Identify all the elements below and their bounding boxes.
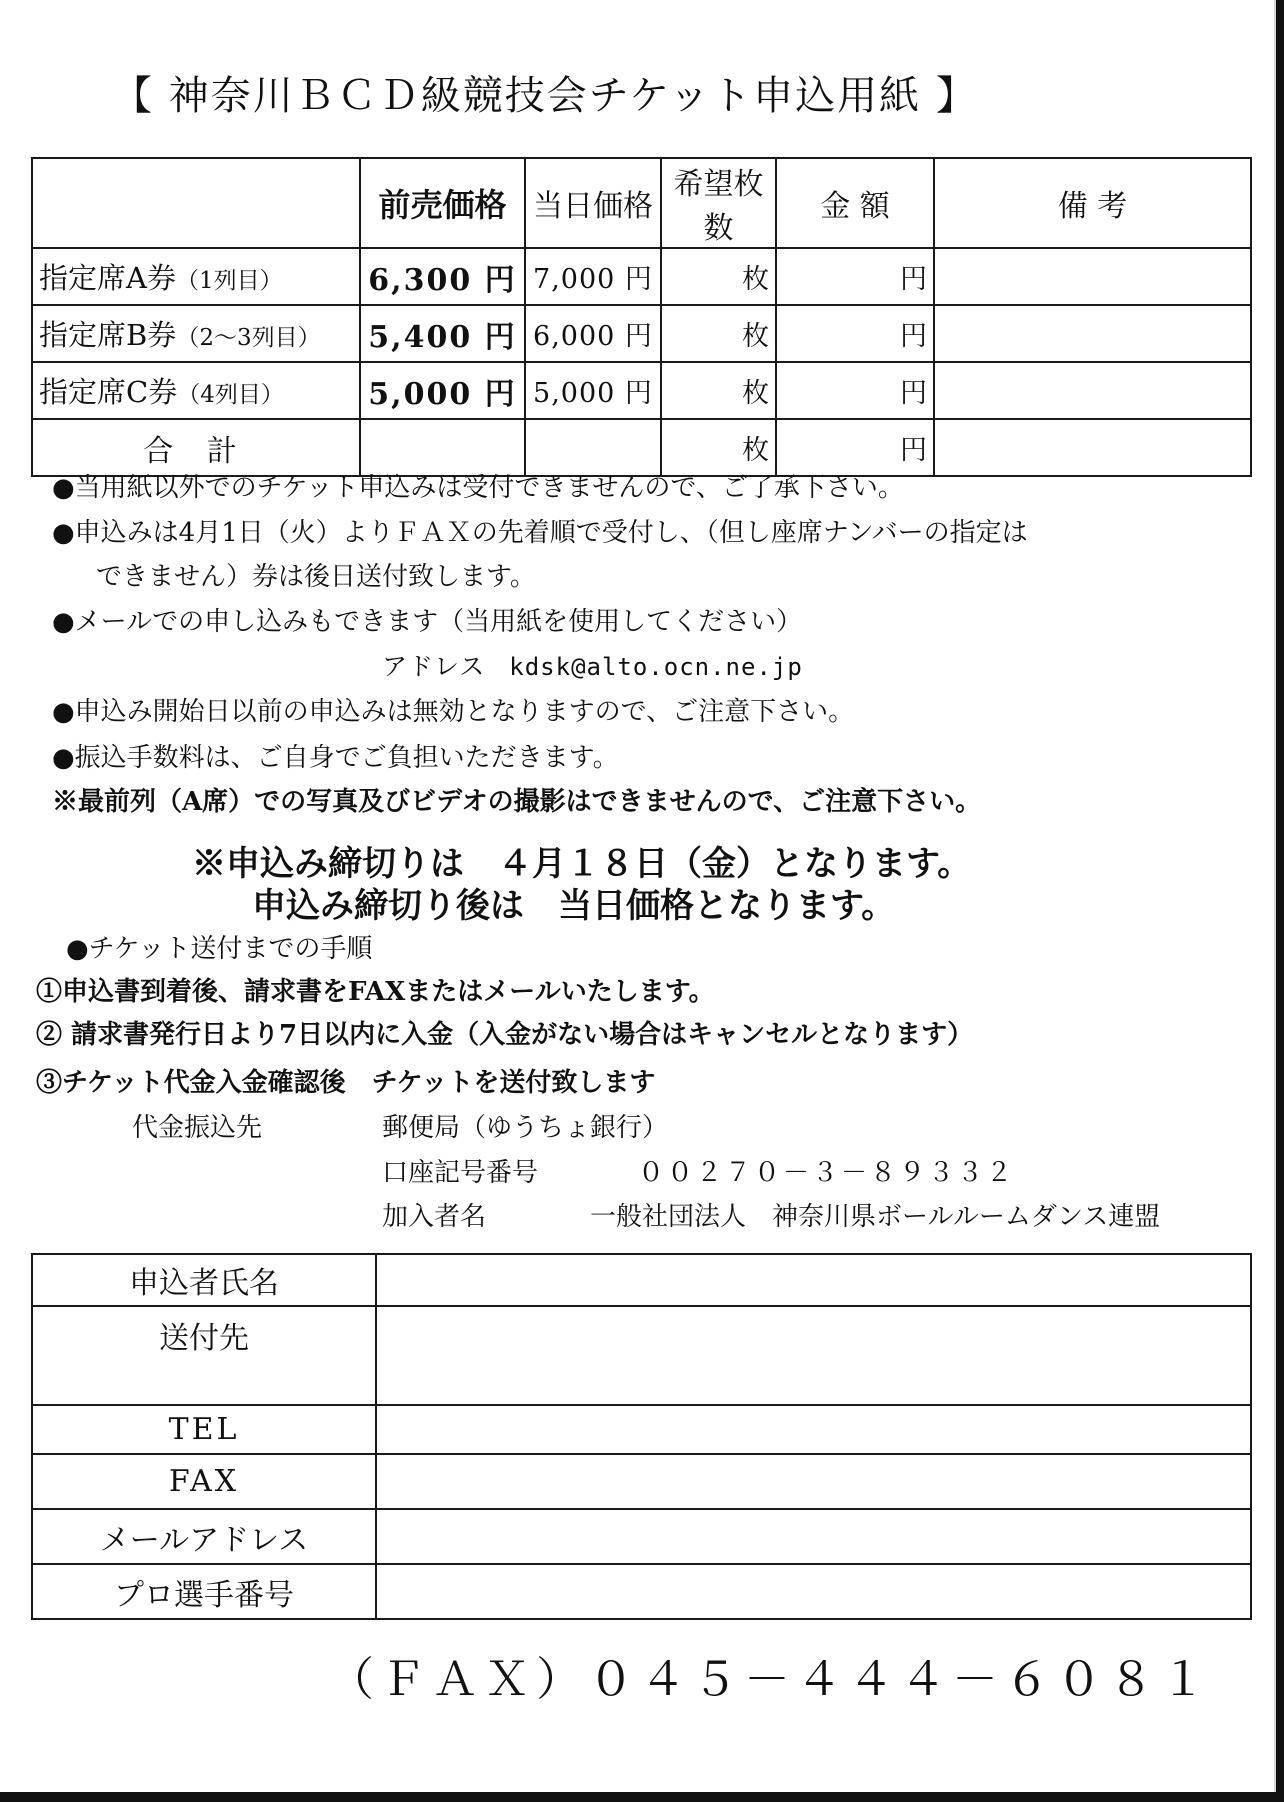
applicant-name-field[interactable] xyxy=(376,1254,1251,1306)
table-row xyxy=(32,248,1251,305)
note-early-invalid: ●申込み開始日以前の申込みは無効となりますので、ご注意下さい。 xyxy=(52,697,855,727)
note-fax-order-cont: できません）券は後日送付致します。 xyxy=(96,562,536,592)
table-row xyxy=(32,1254,1251,1306)
pro-number-field[interactable] xyxy=(376,1564,1251,1619)
delivery-address-field[interactable] xyxy=(376,1306,1251,1405)
advance-price-cell: 6,300 円 xyxy=(360,248,525,305)
quantity-input-cell[interactable]: 枚 xyxy=(661,248,776,305)
holder-label: 加入者名 xyxy=(382,1202,487,1232)
day-price-cell: 7,000 円 xyxy=(525,248,661,305)
ticket-type-cell xyxy=(32,248,360,305)
steps-heading: ●チケット送付までの手順 xyxy=(66,934,373,964)
amount-input-cell[interactable]: 円 xyxy=(776,362,934,419)
table-row xyxy=(32,1454,1251,1509)
form-title: 【 神奈川ＢＣＤ級競技会チケット申込用紙 】 xyxy=(112,73,978,119)
fax-number: （ＦＡＸ）０４５－４４４－６０８１ xyxy=(328,1652,1212,1706)
total-remarks-cell[interactable] xyxy=(934,419,1251,476)
note-transfer-fee: ●振込手数料は、ご自身でご負担いただきます。 xyxy=(52,743,619,773)
advance-price-cell: 5,000 円 xyxy=(360,362,525,419)
ticket-type-label: 指定席B券 xyxy=(39,318,177,352)
ticket-type-cell xyxy=(32,362,360,419)
bank-institution: 郵便局（ゆうちょ銀行） xyxy=(382,1113,669,1143)
table-row xyxy=(32,362,1251,419)
account-label: 口座記号番号 xyxy=(382,1158,539,1188)
ticket-row-detail: （1列目） xyxy=(175,268,283,294)
email-label: メールアドレス xyxy=(32,1509,376,1564)
deadline-line-1: ※申込み締切りは ４月１８日（金）となります。 xyxy=(192,844,972,884)
account-holder: 一般社団法人 神奈川県ボールルームダンス連盟 xyxy=(590,1202,1161,1232)
total-amount-cell[interactable]: 円 xyxy=(776,419,934,476)
price-table-header-row xyxy=(32,158,1251,248)
amount-input-cell[interactable]: 円 xyxy=(776,305,934,362)
quantity-input-cell[interactable]: 枚 xyxy=(661,305,776,362)
table-row xyxy=(32,1405,1251,1454)
step-2: ② 請求書発行日より7日以内に入金（入金がない場合はキャンセルとなります） xyxy=(36,1020,974,1050)
header-amount: 金 額 xyxy=(776,158,934,248)
quantity-input-cell[interactable]: 枚 xyxy=(661,362,776,419)
applicant-info-table xyxy=(31,1253,1252,1620)
fax-label: FAX xyxy=(32,1454,376,1509)
header-ticket-type xyxy=(32,158,360,248)
applicant-name-label: 申込者氏名 xyxy=(32,1254,376,1306)
step-3: ③チケット代金入金確認後 チケットを送付致します xyxy=(36,1068,656,1098)
header-remarks: 備 考 xyxy=(934,158,1251,248)
total-label: 合 計 xyxy=(32,419,360,476)
day-price-cell: 6,000 円 xyxy=(525,305,661,362)
email-field[interactable] xyxy=(376,1509,1251,1564)
note-no-photo: ※最前列（A席）での写真及びビデオの撮影はできませんので、ご注意下さい。 xyxy=(52,787,982,817)
remarks-input-cell[interactable] xyxy=(934,362,1251,419)
tel-field[interactable] xyxy=(376,1405,1251,1454)
ticket-row-detail: （2～3列目） xyxy=(176,325,321,351)
tel-label: TEL xyxy=(32,1405,376,1454)
remarks-input-cell[interactable] xyxy=(934,305,1251,362)
ticket-type-cell xyxy=(32,305,360,362)
ticket-type-label: 指定席A券 xyxy=(39,261,176,295)
email-address[interactable]: kdsk@alto.ocn.ne.jp xyxy=(509,653,803,681)
pro-number-label: プロ選手番号 xyxy=(32,1564,376,1619)
table-row xyxy=(32,1564,1251,1619)
table-row xyxy=(32,305,1251,362)
note-form-only: ●当用紙以外でのチケット申込みは受付できませんので、ご了承下さい。 xyxy=(52,473,904,503)
note-email: ●メールでの申し込みもできます（当用紙を使用してください） xyxy=(52,607,803,637)
bank-label: 代金振込先 xyxy=(132,1113,263,1143)
day-price-cell: 5,000 円 xyxy=(525,362,661,419)
table-row xyxy=(32,1509,1251,1564)
deadline-line-2: 申込み締切り後は 当日価格となります。 xyxy=(252,886,896,926)
header-advance-price: 前売価格 xyxy=(360,158,525,248)
header-day-price: 当日価格 xyxy=(525,158,661,248)
step-1: ①申込書到着後、請求書をFAXまたはメールいたします。 xyxy=(36,977,715,1007)
amount-input-cell[interactable]: 円 xyxy=(776,248,934,305)
header-quantity: 希望枚数 xyxy=(661,158,776,248)
note-fax-order: ●申込みは4月1日（火）よりＦＡＸの先着順で受付し、（但し座席ナンバーの指定は xyxy=(52,518,1028,548)
ticket-price-table xyxy=(31,157,1252,477)
address-label: アドレス xyxy=(382,652,486,681)
ticket-row-detail: （4列目） xyxy=(177,382,284,408)
ticket-type-label: 指定席C券 xyxy=(39,375,178,409)
total-quantity-cell[interactable]: 枚 xyxy=(661,419,776,476)
email-address-line xyxy=(382,647,803,683)
remarks-input-cell[interactable] xyxy=(934,248,1251,305)
table-row xyxy=(32,1306,1251,1405)
fax-field[interactable] xyxy=(376,1454,1251,1509)
advance-price-cell: 5,400 円 xyxy=(360,305,525,362)
account-number: ００２７０－３－８９３３２ xyxy=(638,1158,1016,1188)
delivery-address-label: 送付先 xyxy=(32,1306,376,1405)
